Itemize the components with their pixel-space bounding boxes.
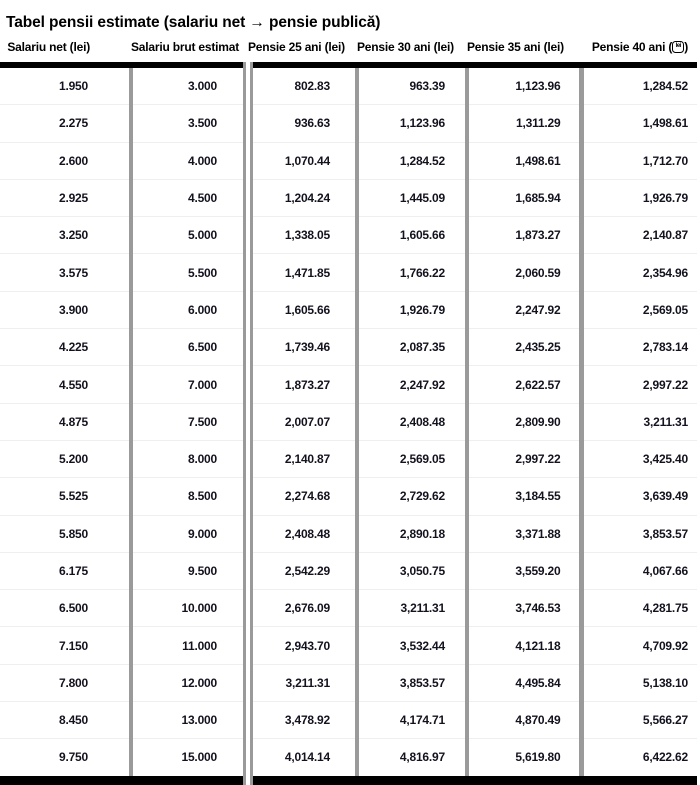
table-row [0,664,697,701]
cell-col4: 1,926.79 [357,291,467,328]
cell-col6: 3,639.49 [581,478,697,515]
cell-col4: 4,816.97 [357,739,467,780]
cell-col6: 6,422.62 [581,739,697,780]
cell-col1: 8.450 [0,702,131,739]
table-row [0,739,697,780]
cell-col3: 3,478.92 [248,702,357,739]
cell-col4: 3,532.44 [357,627,467,664]
cell-col6: 2,997.22 [581,366,697,403]
cell-col5: 1,498.61 [467,142,581,179]
cell-col1: 4.875 [0,403,131,440]
cell-col5: 2,997.22 [467,440,581,477]
cell-col4: 2,569.05 [357,440,467,477]
cell-col5: 2,435.25 [467,329,581,366]
cell-col3: 2,140.87 [248,440,357,477]
table-row [0,329,697,366]
cell-col5: 1,311.29 [467,105,581,142]
cell-col1: 2.925 [0,179,131,216]
cell-col5: 2,247.92 [467,291,581,328]
cell-col3: 1,070.44 [248,142,357,179]
cell-col2: 8.500 [131,478,248,515]
cell-col3: 2,274.68 [248,478,357,515]
cell-col4: 1,123.96 [357,105,467,142]
cell-col5: 1,873.27 [467,217,581,254]
cell-col5: 4,870.49 [467,702,581,739]
cell-col2: 6.500 [131,329,248,366]
cell-col6: 2,140.87 [581,217,697,254]
table-row [0,291,697,328]
table-row [0,217,697,254]
cell-col5: 2,622.57 [467,366,581,403]
cell-col2: 12.000 [131,664,248,701]
cell-col3: 1,338.05 [248,217,357,254]
cell-col2: 3.500 [131,105,248,142]
table-row [0,515,697,552]
table-row [0,702,697,739]
cell-col1: 6.175 [0,552,131,589]
cell-col3: 1,204.24 [248,179,357,216]
cell-col6: 3,853.57 [581,515,697,552]
cell-col2: 10.000 [131,590,248,627]
cell-col3: 1,471.85 [248,254,357,291]
page-title: Tabel pensii estimate (salariu net → pensie publică) [6,14,381,31]
cell-col5: 3,371.88 [467,515,581,552]
cell-col5: 3,559.20 [467,552,581,589]
table-header [0,34,697,65]
table-row [0,65,697,105]
cell-col4: 3,853.57 [357,664,467,701]
column-header-pensie-40 [581,34,697,65]
cell-col6: 4,067.66 [581,552,697,589]
cell-col1: 2.600 [0,142,131,179]
cell-col6: 4,709.92 [581,627,697,664]
cell-col3: 802.83 [248,65,357,105]
cell-col4: 1,284.52 [357,142,467,179]
cell-col5: 2,060.59 [467,254,581,291]
cell-col4: 2,729.62 [357,478,467,515]
table-row [0,440,697,477]
cell-col6: 2,569.05 [581,291,697,328]
cell-col3: 4,014.14 [248,739,357,780]
cell-col3: 2,408.48 [248,515,357,552]
cell-col1: 1.950 [58,79,88,94]
table-row [0,366,697,403]
cell-col5: 5,619.80 [467,739,581,780]
table-row [0,552,697,589]
cell-col5: 4,495.84 [467,664,581,701]
cell-col4: 2,087.35 [357,329,467,366]
table-row [0,179,697,216]
cell-col4: 3,211.31 [357,590,467,627]
cell-col2: 4.000 [131,142,248,179]
column-header-pensie-35: Pensie 35 ani (lei) [467,34,581,65]
cell-col1: 7.800 [0,664,131,701]
table-row [0,105,697,142]
cell-col6: 5,138.10 [581,664,697,701]
cell-col4: 4,174.71 [357,702,467,739]
cell-col4: 3,050.75 [357,552,467,589]
cell-col2: 5.500 [131,254,248,291]
cell-col2: 3.000 [131,65,248,105]
cell-col2: 13.000 [131,702,248,739]
cell-col1: 4.550 [0,366,131,403]
cell-col2: 7.000 [131,366,248,403]
column-header-pensie-30: Pensie 30 ani (lei) [357,34,467,65]
cell-col2: 5.000 [131,217,248,254]
cell-col1: 9.750 [0,739,131,780]
cell-col4: 1,605.66 [357,217,467,254]
cell-col2: 15.000 [131,739,248,780]
table-row [0,254,697,291]
cell-col5: 3,746.53 [467,590,581,627]
cell-col2: 6.000 [131,291,248,328]
cell-col6: 5,566.27 [581,702,697,739]
cell-col3: 2,676.09 [248,590,357,627]
cell-col1: 5.850 [0,515,131,552]
cell-col6: 3,211.31 [581,403,697,440]
cell-col1: 5.200 [0,440,131,477]
cell-col1: 2.275 [0,105,131,142]
table-body [0,65,697,780]
cell-col2: 8.000 [131,440,248,477]
cell-col6: 3,425.40 [581,440,697,477]
cell-col5: 3,184.55 [467,478,581,515]
cell-col3: 1,873.27 [248,366,357,403]
cell-col4: 2,247.92 [357,366,467,403]
boxed-glyph-text: lei [675,42,681,49]
cell-col1: 3.900 [0,291,131,328]
cell-col2: 7.500 [131,403,248,440]
cell-col4: 2,408.48 [357,403,467,440]
cell-col2: 9.000 [131,515,248,552]
pension-table [0,34,697,785]
cell-col6: 2,354.96 [581,254,697,291]
cell-col2: 11.000 [131,627,248,664]
column-header-salariu-brut: Salariu brut estimat [131,34,248,65]
column-header-pensie-25: Pensie 25 ani (lei) [248,34,357,65]
cell-col3: 2,542.29 [248,552,357,589]
cell-col6: 1,926.79 [581,179,697,216]
cell-col3: 2,943.70 [248,627,357,664]
cell-col5: 1,685.94 [467,179,581,216]
cell-col4: 2,890.18 [357,515,467,552]
cell-col4: 1,445.09 [357,179,467,216]
cell-col6: 1,498.61 [581,105,697,142]
cell-col3: 936.63 [248,105,357,142]
cell-col2: 4.500 [131,179,248,216]
cell-col1: 5.525 [0,478,131,515]
cell-col4: 963.39 [357,65,467,105]
table-row [0,590,697,627]
cell-col1: 7.150 [0,627,131,664]
table-row [0,478,697,515]
cell-col6: 4,281.75 [581,590,697,627]
cell-col5: 2,809.90 [467,403,581,440]
cell-col5: 1,123.96 [467,65,581,105]
table-row [0,627,697,664]
cell-col1: 3.575 [0,254,131,291]
cell-col5: 4,121.18 [467,627,581,664]
cell-col3: 2,007.07 [248,403,357,440]
cell-col3: 1,739.46 [248,329,357,366]
cell-col3: 1,605.66 [248,291,357,328]
boxed-glyph-icon [672,41,684,53]
table-row [0,403,697,440]
cell-col1: 4.225 [0,329,131,366]
table-row [0,142,697,179]
cell-col1: 3.250 [0,217,131,254]
cell-col6: 2,783.14 [581,329,697,366]
cell-col6: 1,284.52 [581,65,697,105]
cell-col6: 1,712.70 [581,142,697,179]
cell-col2: 9.500 [131,552,248,589]
column-header-pensie-40-suffix: ) [684,40,688,54]
cell-col3: 3,211.31 [248,664,357,701]
cell-col4: 1,766.22 [357,254,467,291]
column-header-pensie-40-prefix: Pensie 40 ani ( [591,40,673,54]
column-header-salariu-net: Salariu net (lei) [0,34,131,65]
cell-col1: 6.500 [0,590,131,627]
